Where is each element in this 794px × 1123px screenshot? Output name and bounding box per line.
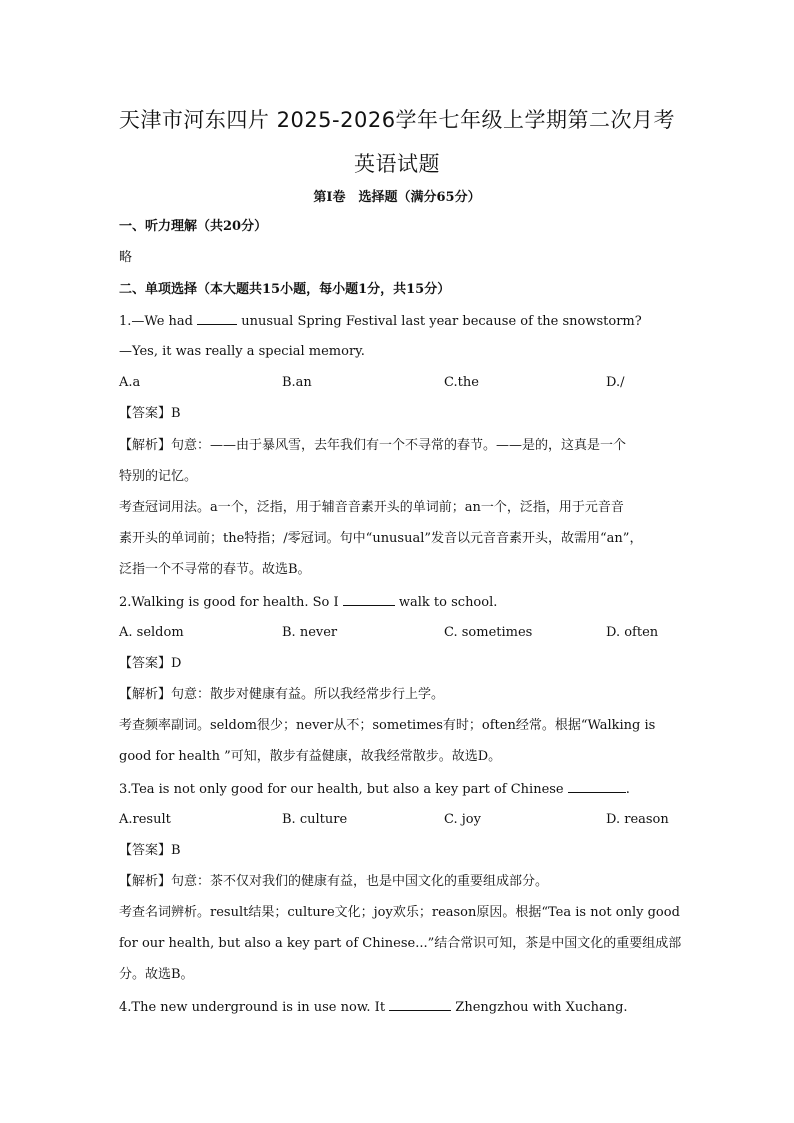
question-1-option-b: B.an — [282, 375, 312, 390]
question-1-stem-reply: —Yes, it was really a special memory. — [119, 344, 365, 359]
volume-heading: 第Ⅰ卷 选择题（满分65分） — [313, 190, 481, 205]
question-1-stem: 1.—We had unusual Spring Festival last year because of the snowstorm? — [119, 314, 642, 329]
question-3-answer: 【答案】B — [119, 843, 181, 858]
question-2-analysis-line: 考查频率副词。seldom很少；never从不；sometimes有时；often经常。根据“Walking is — [119, 718, 656, 733]
question-1-answer: 【答案】B — [119, 406, 181, 421]
question-1-option-c: C.the — [444, 375, 479, 390]
question-2-option-d: D. often — [606, 625, 659, 640]
answer-blank — [568, 780, 626, 793]
question-1-analysis-line: 泛指一个不寻常的春节。故选B。 — [119, 562, 311, 577]
exam-title: 天津市河东四片 2025-2026学年七年级上学期第二次月考 — [118, 108, 676, 132]
question-3-option-a: A.result — [119, 812, 171, 827]
question-3-analysis-line: 分。故选B。 — [119, 967, 194, 982]
question-3-option-b: B. culture — [282, 812, 348, 827]
question-1-analysis-line: 特别的记忆。 — [119, 469, 198, 484]
question-3-stem: 3.Tea is not only good for our health, but also a key part of Chinese . — [119, 782, 630, 797]
question-2-option-b: B. never — [282, 625, 338, 640]
answer-blank — [389, 998, 451, 1011]
section1-content: 略 — [119, 250, 133, 265]
question-2-option-a: A. seldom — [119, 625, 184, 640]
question-3-option-d: D. reason — [606, 812, 669, 827]
question-3-analysis-line: for our health, but also a key part of Chinese...”结合常识可知，茶是中国文化的重要组成部 — [119, 936, 682, 951]
answer-blank — [197, 312, 237, 325]
question-3-analysis-line: 【解析】句意：茶不仅对我们的健康有益，也是中国文化的重要组成部分。 — [119, 874, 549, 889]
question-4-stem: 4.The new underground is in use now. It Zhengzhou with Xuchang. — [119, 1000, 628, 1015]
question-2-stem: 2.Walking is good for health. So I walk to school. — [119, 595, 498, 610]
question-1-option-d: D./ — [606, 375, 625, 390]
section1-heading: 一、听力理解（共20分） — [119, 219, 268, 234]
question-1-analysis-line: 素开头的单词前；the特指；/零冠词。句中“unusual”发音以元音音素开头，故需用“an”， — [119, 531, 643, 546]
exam-subject-title: 英语试题 — [354, 152, 440, 176]
question-2-analysis-line: good for health ”可知，散步有益健康，故我经常散步。故选D。 — [119, 749, 502, 764]
question-3-option-c: C. joy — [444, 812, 481, 827]
question-2-answer: 【答案】D — [119, 656, 182, 671]
question-1-analysis-line: 【解析】句意：——由于暴风雪，去年我们有一个不寻常的春节。——是的，这真是一个 — [119, 438, 627, 453]
question-2-analysis-line: 【解析】句意：散步对健康有益。所以我经常步行上学。 — [119, 687, 445, 702]
section2-heading: 二、单项选择（本大题共15小题，每小题1分，共15分） — [119, 282, 451, 297]
question-1-analysis-line: 考查冠词用法。a一个，泛指，用于辅音音素开头的单词前；an一个，泛指，用于元音音 — [119, 500, 624, 515]
answer-blank — [343, 593, 395, 606]
question-3-analysis-line: 考查名词辨析。result结果；culture文化；joy欢乐；reason原因。根据“Tea is not only good — [119, 905, 680, 920]
question-2-option-c: C. sometimes — [444, 625, 533, 640]
question-1-option-a: A.a — [119, 375, 141, 390]
